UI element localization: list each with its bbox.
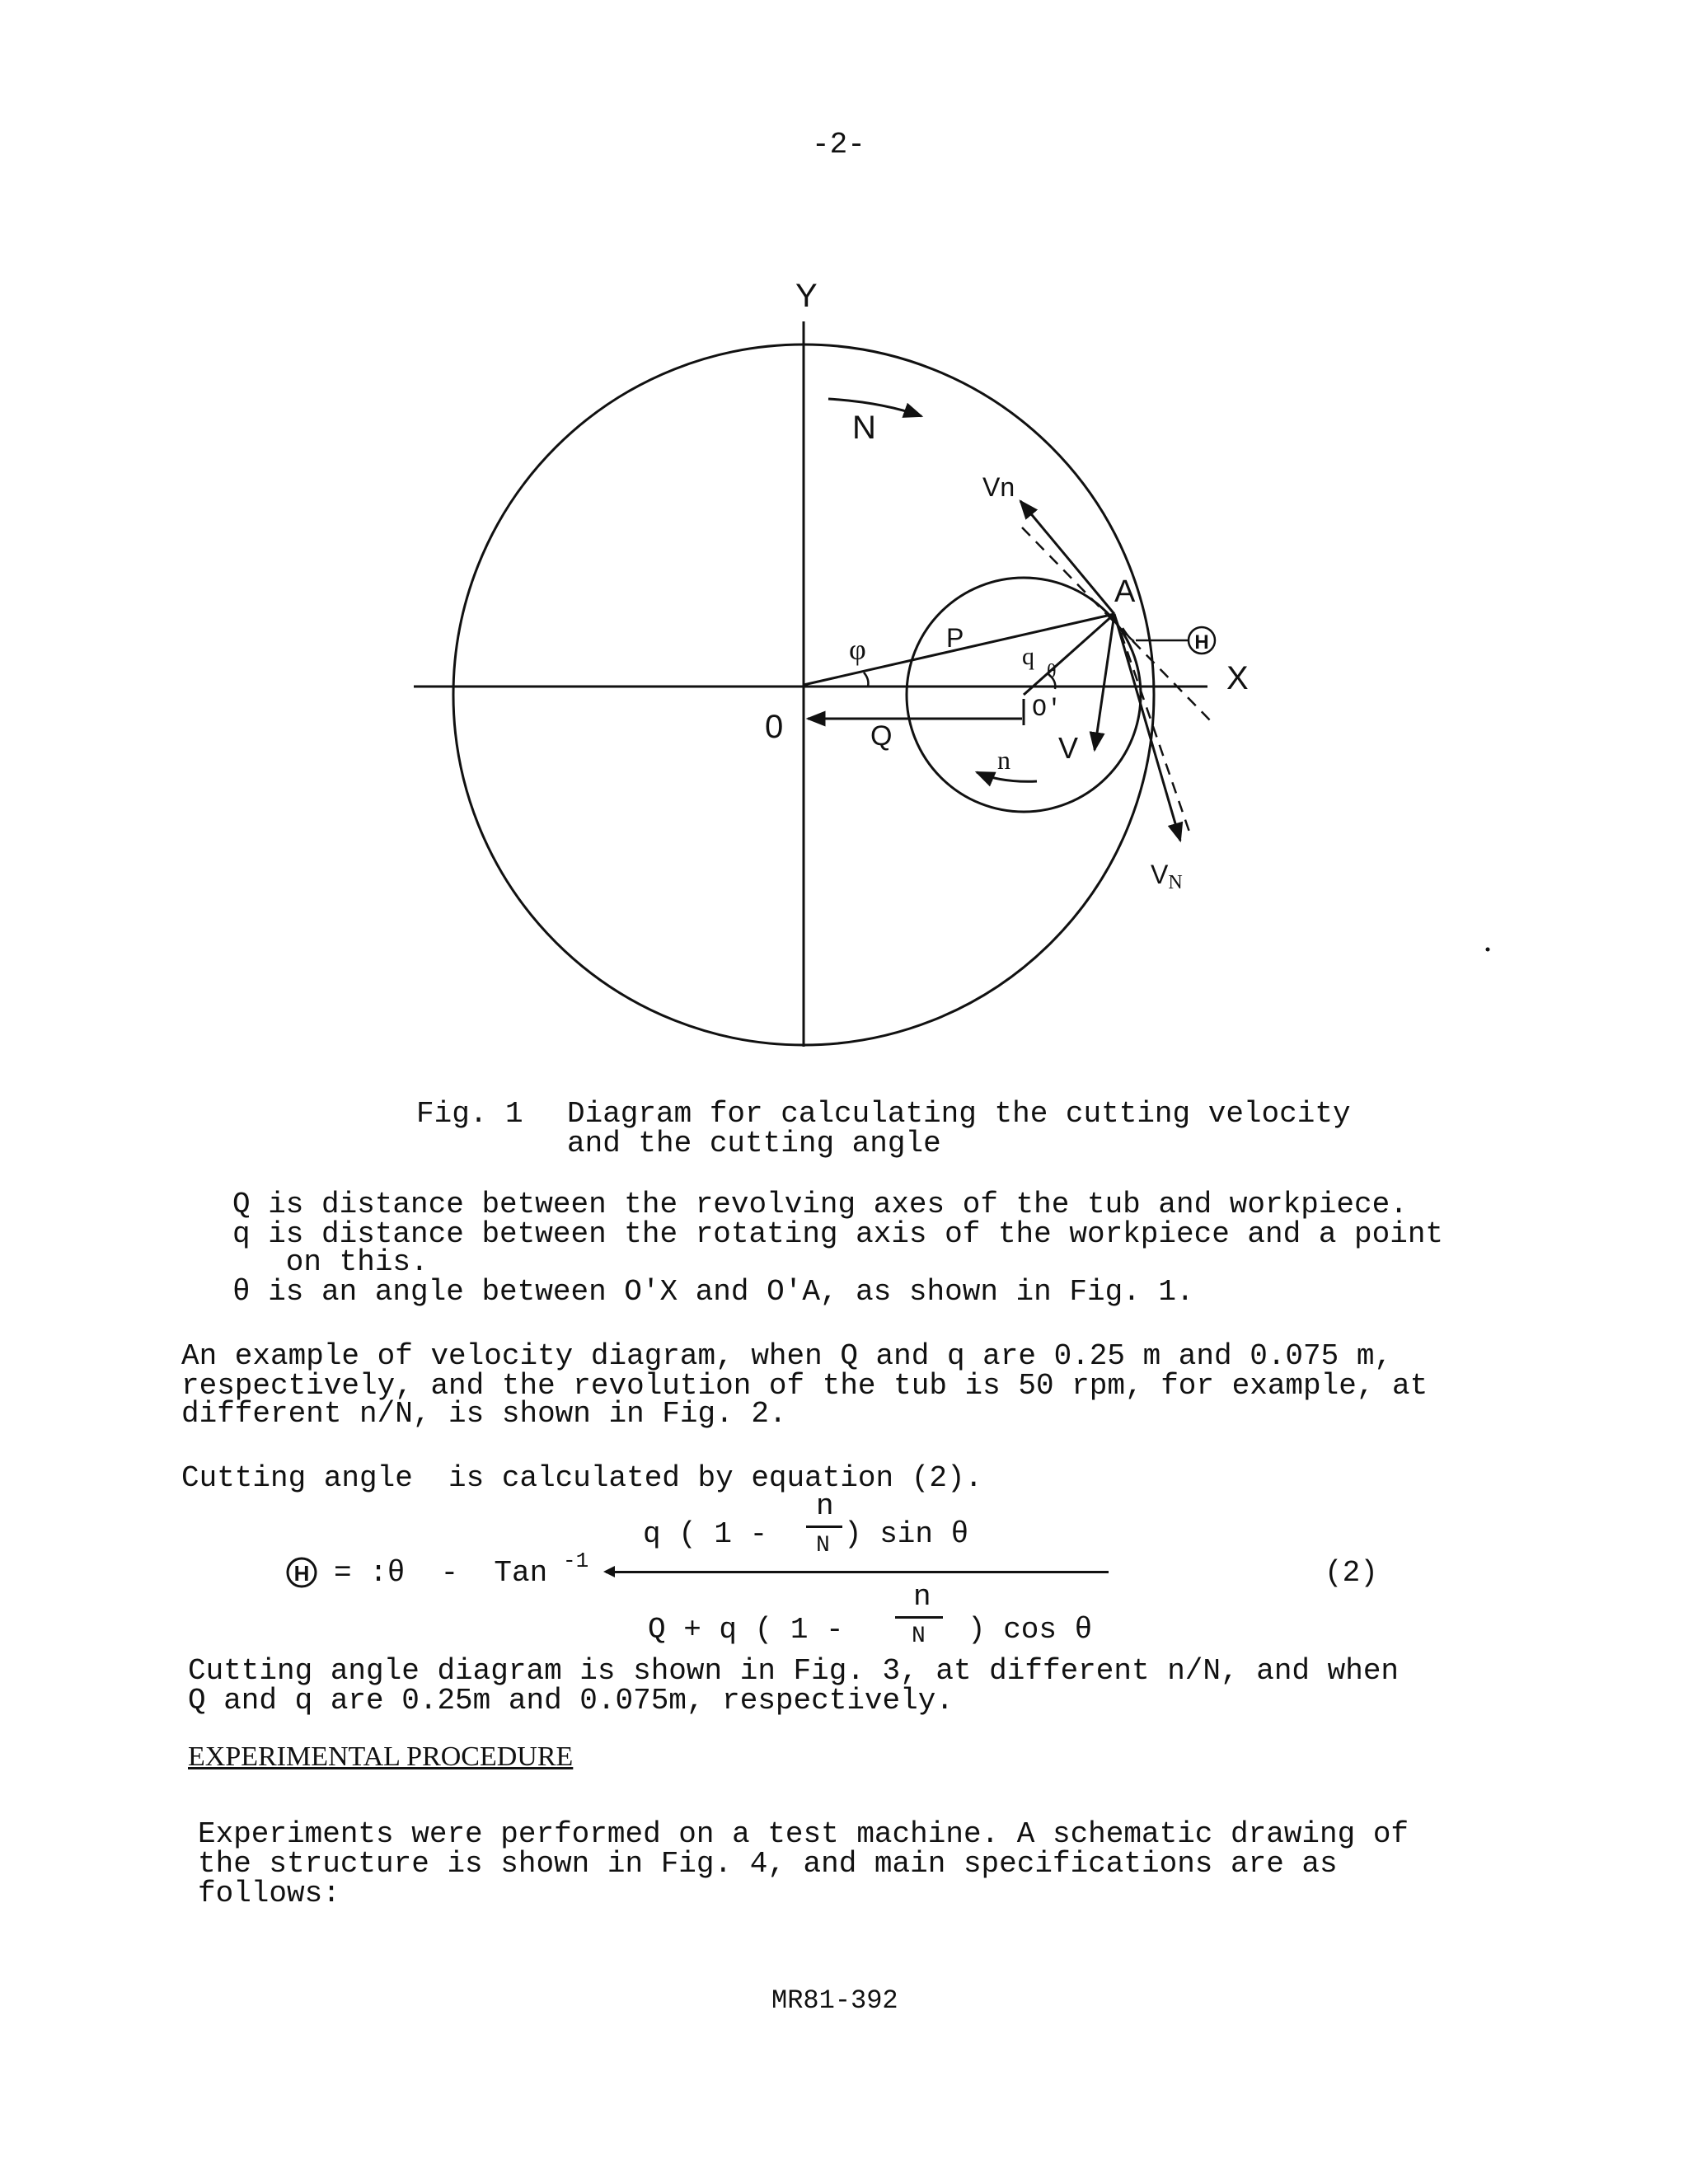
- definition-line: Q is distance between the revolving axes of the tub and workpiece.: [232, 1188, 1408, 1221]
- example-paragraph-line: different n/N, is shown in Fig. 2.: [181, 1397, 787, 1431]
- v-vector: [1095, 614, 1114, 750]
- vn-vector: [1020, 501, 1114, 614]
- phi-label: φ: [849, 633, 866, 666]
- numerator-right: ) sin θ: [844, 1517, 969, 1551]
- denominator-frac-top: n: [913, 1580, 931, 1614]
- tub-rotation-label: N: [852, 410, 876, 446]
- equation-lhs-symbol: [285, 1556, 318, 1589]
- vN-vector: [1114, 614, 1180, 841]
- equation-lhs-h-text: H: [293, 1561, 310, 1586]
- section-heading: EXPERIMENTAL PROCEDURE: [188, 1741, 574, 1772]
- denominator-frac-bottom: N: [912, 1624, 926, 1649]
- fig1-caption-label: Fig. 1: [416, 1097, 523, 1131]
- fig1-diagram: [0, 0, 1688, 1088]
- procedure-paragraph-line: follows:: [198, 1877, 340, 1910]
- cutting-angle-symbol: [1189, 627, 1215, 654]
- vN-label-base: V: [1151, 860, 1169, 889]
- x-axis-label: X: [1226, 660, 1249, 696]
- q-line: [1024, 614, 1114, 695]
- numerator-frac-top: n: [816, 1489, 834, 1523]
- equation-fraction-bar: [606, 1571, 1109, 1573]
- vN-label-sub: N: [1168, 872, 1183, 893]
- definition-line: q is distance between the rotating axis of the workpiece and a point: [232, 1217, 1444, 1251]
- fig1-caption-line2: and the cutting angle: [567, 1127, 941, 1160]
- cutting-angle-h-text: H: [1194, 631, 1209, 654]
- point-a-label: A: [1114, 574, 1136, 609]
- y-axis-label: Y: [795, 278, 818, 314]
- equation-inverse: -1: [563, 1549, 589, 1573]
- o-prime-label: O': [1032, 696, 1062, 724]
- theta-label: θ: [1047, 661, 1057, 682]
- definition-line: θ is an angle between O'X and O'A, as shown in Fig. 1.: [232, 1275, 1194, 1309]
- q-small-label: q: [1022, 643, 1034, 670]
- equation-number: (2): [1325, 1556, 1378, 1590]
- vN-label: [1151, 860, 1183, 893]
- stray-dot: [1486, 948, 1490, 952]
- definition-line: on this.: [232, 1245, 429, 1279]
- workpiece-rotation-label: n: [997, 745, 1010, 775]
- denominator-left: Q + q ( 1 -: [648, 1613, 844, 1647]
- example-paragraph-line: respectively, and the revolution of the tub is 50 rpm, for example, at: [181, 1369, 1428, 1403]
- diagram-paragraph-line: Q and q are 0.25m and 0.075m, respectively.: [188, 1684, 954, 1718]
- origin-label: 0: [765, 709, 784, 745]
- equation-intro: Cutting angle is calculated by equation (2).: [181, 1461, 983, 1495]
- v-label: V: [1058, 731, 1079, 765]
- denominator-right: ) cos θ: [968, 1613, 1093, 1647]
- procedure-paragraph-line: the structure is shown in Fig. 4, and main specifications are as: [198, 1847, 1338, 1881]
- equation-bar-arrow: [603, 1566, 615, 1577]
- numerator-left: q ( 1 -: [643, 1517, 768, 1551]
- diagram-paragraph-line: Cutting angle diagram is shown in Fig. 3, at different n/N, and when: [188, 1654, 1400, 1688]
- fig1-caption-line1: Diagram for calculating the cutting velocity: [567, 1097, 1351, 1131]
- footer-report-number: MR81-392: [771, 1985, 898, 2016]
- denominator-frac-bar: [895, 1616, 943, 1619]
- phi-arc: [864, 673, 868, 687]
- page-number: -2-: [812, 128, 865, 162]
- q-large-label: Q: [870, 720, 893, 752]
- numerator-frac-bar: [806, 1526, 842, 1528]
- p-label: P: [946, 623, 964, 653]
- procedure-paragraph-line: Experiments were performed on a test machine. A schematic drawing of: [198, 1817, 1409, 1851]
- equation-lhs-rest: = :θ - Tan: [334, 1556, 548, 1590]
- numerator-frac-bottom: N: [816, 1533, 830, 1558]
- example-paragraph-line: An example of velocity diagram, when Q and q are 0.25 m and 0.075 m,: [181, 1339, 1393, 1373]
- vn-label: Vn: [982, 472, 1015, 502]
